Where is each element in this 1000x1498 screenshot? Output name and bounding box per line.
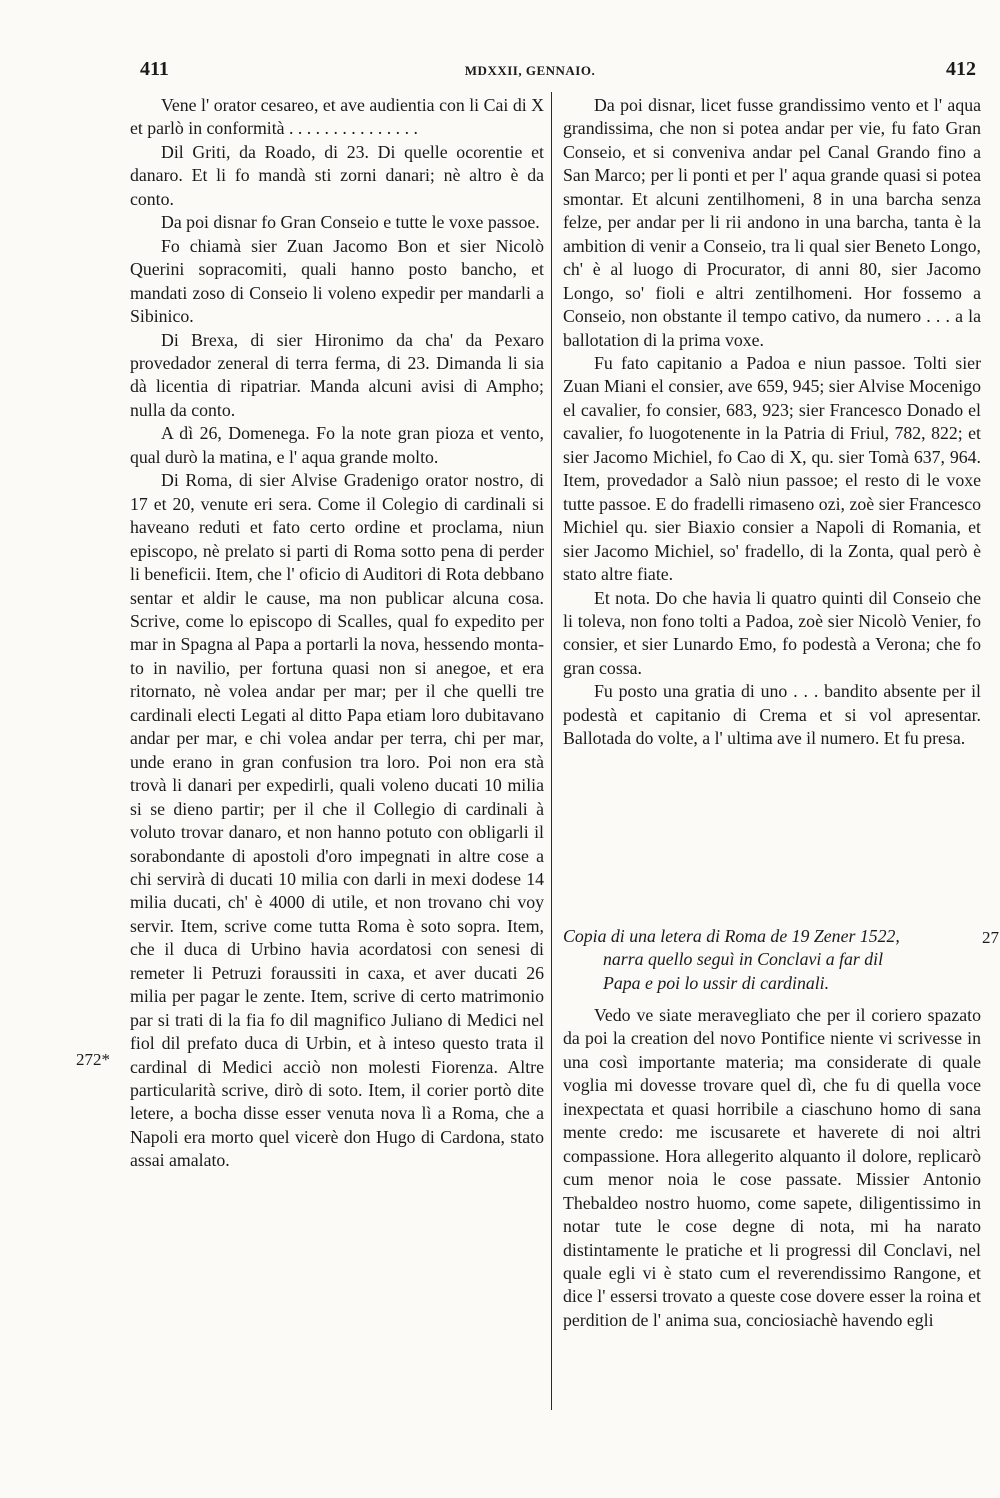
margin-number-left: 272*	[76, 1050, 110, 1069]
paragraph: Da poi disnar fo Gran Conseio e tutte le voxe passoe.	[161, 212, 540, 233]
page-number-right: 412	[946, 58, 976, 80]
paragraph: Fu posto una gratia di uno . . . bandito absente per il podestà et capitanio di Crema et si vol apresentar. Ballotada do volte, a l' ultima ave il numero. Et fu presa.	[563, 681, 981, 749]
running-header: MDXXII, GENNAIO.	[464, 63, 596, 78]
paragraph: Et nota. Do che havia li quatro quinti dil Conseio che li toleva, non fono tolti a Padoa, zoè sier Nicolò Venier, fo consier, et sier Lunardo Emo, fo podestà a Verona; che fo gran cossa.	[563, 587, 981, 678]
paragraph: Dil Griti, da Roado, di 23. Di quelle ocorentie et danaro. Et li fo mandà sti zorni danari; nè altro è da conto.	[130, 141, 544, 209]
column-rule	[551, 92, 552, 1410]
right-column	[563, 94, 981, 751]
letter-heading	[563, 925, 981, 995]
left-column	[130, 94, 544, 1173]
page-number-left: 411	[140, 58, 169, 80]
paragraph: Fo chiamà sier Zuan Jacomo Bon et sier Nicolò Querini sopracomiti, quali hanno posto bancho, et mandati zoso di Conseio li voleno expedir per mandarli a Sibinico.	[130, 235, 544, 327]
letter-heading-line: Copia di una letera di Roma de 19 Zener 1522,	[563, 926, 900, 946]
letter-body	[563, 1004, 981, 1332]
paragraph: Fu fato capitanio a Padoa e niun passoe. Tolti sier Zuan Miani el consier, ave 659, 945; sier Alvise Mocenigo el cavalier, fo consier, 683, 923; sier Francesco Donado el cavalier, fo luogotenente in la Patria di Friul, 782, 822; et sier Jacomo Michiel, fo Cao di X, qu. sier Tomà 637, 964. Item, provedador a Salò niun passoe; el resto di le voxe tutte passoe. E do fradelli rimaseno ozi, zoè sier Francesco Michiel qu. sier Biaxio consier a Napoli di Romania, et sier Jacomo Michiel, so' fradello, di la Zonta, qual però è stato altre fiate.	[563, 352, 981, 585]
paragraph: Vedo ve siate meravegliato che per il coriero spazato da poi la creation del novo Pontifice niente vi scrivesse in una così importante materia; ma considerate di quale voglia mi dovesse trovare quel dì, che fu di quella voce inexpectata et quasi horribile a ciaschuno homo di sana mente credo: me iscusarete et haverete di noi altri compassione. Hora allegerito alquanto il dolore, replicarò cum menor noia le cose passate. Missier Antonio Thebaldeo nostro huomo, come sapete, diligentissimo in notar tute le cose degne di nota, mi ha narato distintamente le pratiche et li progressi dil Conclavi, nel quale egli vi è stato cum el reverendissimo Rangone, et dice l' essersi trovato a queste cose dovere esser la roina et perdition de l' anima sua, conciosiachè havendo egli	[563, 1005, 981, 1330]
paragraph: Vene l' orator cesareo, et ave audientia con li Cai di X et parlò in conformità . . . . . . . . . . . . . . .	[130, 95, 544, 139]
paragraph: Da poi disnar, licet fusse grandissimo vento et l' aqua grandissima, che non si potea andar per vie, fu fato Gran Conseio, et si conveniva andar pel Canal Grando fino a San Marco; per li ponti et per l' aqua grande quasi si potea smontar. Et alcuni zentilhomeni, 8 in una barcha senza felze, per andar per li rii andono in una barcha, tanta è la ambition di venir a Conseio, tra li qual sier Beneto Longo, ch' è al luogo di Procurator, di anni 80, sier Jacomo Longo, so' fioli e altri zentilhomeni. Hor fossemo a Conseio, non obstante il tempo cativo, da numero . . . a la ballotation di la prima voxe.	[563, 95, 981, 350]
letter-heading-line: Papa e poi lo ussir di cardinali.	[603, 972, 830, 993]
paragraph: Di Brexa, di sier Hironimo da cha' da Pexaro provedador zeneral di terra ferma, di 23. Dimanda li sia dà licentia di ripatriar. Manda alcuni avisi di Ampho; nulla da conto.	[130, 329, 544, 420]
paragraph: Di Roma, di sier Alvise Gradenigo orator nostro, di 17 et 20, venute eri sera. Come il Colegio di cardinali si haveano reduti et fato certo ordine et proclama, niun episcopo, nè prelato si parti di Roma sotto pena di perder li beneficii. Item, che l' oficio di Auditori di Rota debbano sentar et aldir le cause, ma non publicar alcuna cosa. Scrive, come lo episcopo di Scalles, qual fo expedito per mar in Spagna al Papa a portarli la nova, hessendo montato in navilio, per fortuna quasi non si anegoe, et era ritornato, nè volea andar per mar; per il che quelli tre cardinali electi Legati al ditto Papa etiam loro dubitavano andar per mar, e chi volea andar per terra, chi per mar, unde erano in gran confusion tra loro. Poi non era stà trovà li danari per expedirli, quali voleno ducati 10 milia si se dieno partir; per il che il Collegio di cardinali à voluto trovar danaro, et non hanno potuto con obligarli il sorabondante di apostoli d'oro impegnati in altre cose a chi servirà di ducati 10 milia con darli in mexi dodese 14 milia ducati, ch' è 4000 di utile, et non trovano chi voy servir. Item, scrive come tutta Roma è soto sopra. Item, che il duca di Urbino havia acordatosi con senesi di remeter li Petruzi foraussiti in caxa, et aver ducati 26 milia per pagar le zente. Item, scrive di certo matrimonio par si trati di la fia fo dil magnifico Juliano di Medici nel fiol dil prefato duca di Urbin, et à inteso questo trata il cardinal di Medici acciò non molesti Fiorenza. Altre particularità scrive, dirò di soto. Item, il corier portò dite letere, a bocha disse esser venuta nova lì a Roma, che a Napoli era morto quel vicerè don Hugo di Cardona, stato assai amalato.	[130, 470, 544, 1171]
paragraph: A dì 26, Domenega. Fo la note gran pioza et vento, qual durò la matina, e l' aqua grande molto.	[130, 423, 544, 467]
margin-number-right: 27	[982, 928, 999, 947]
letter-heading-line: narra quello seguì in Conclavi a far dil	[603, 949, 884, 970]
